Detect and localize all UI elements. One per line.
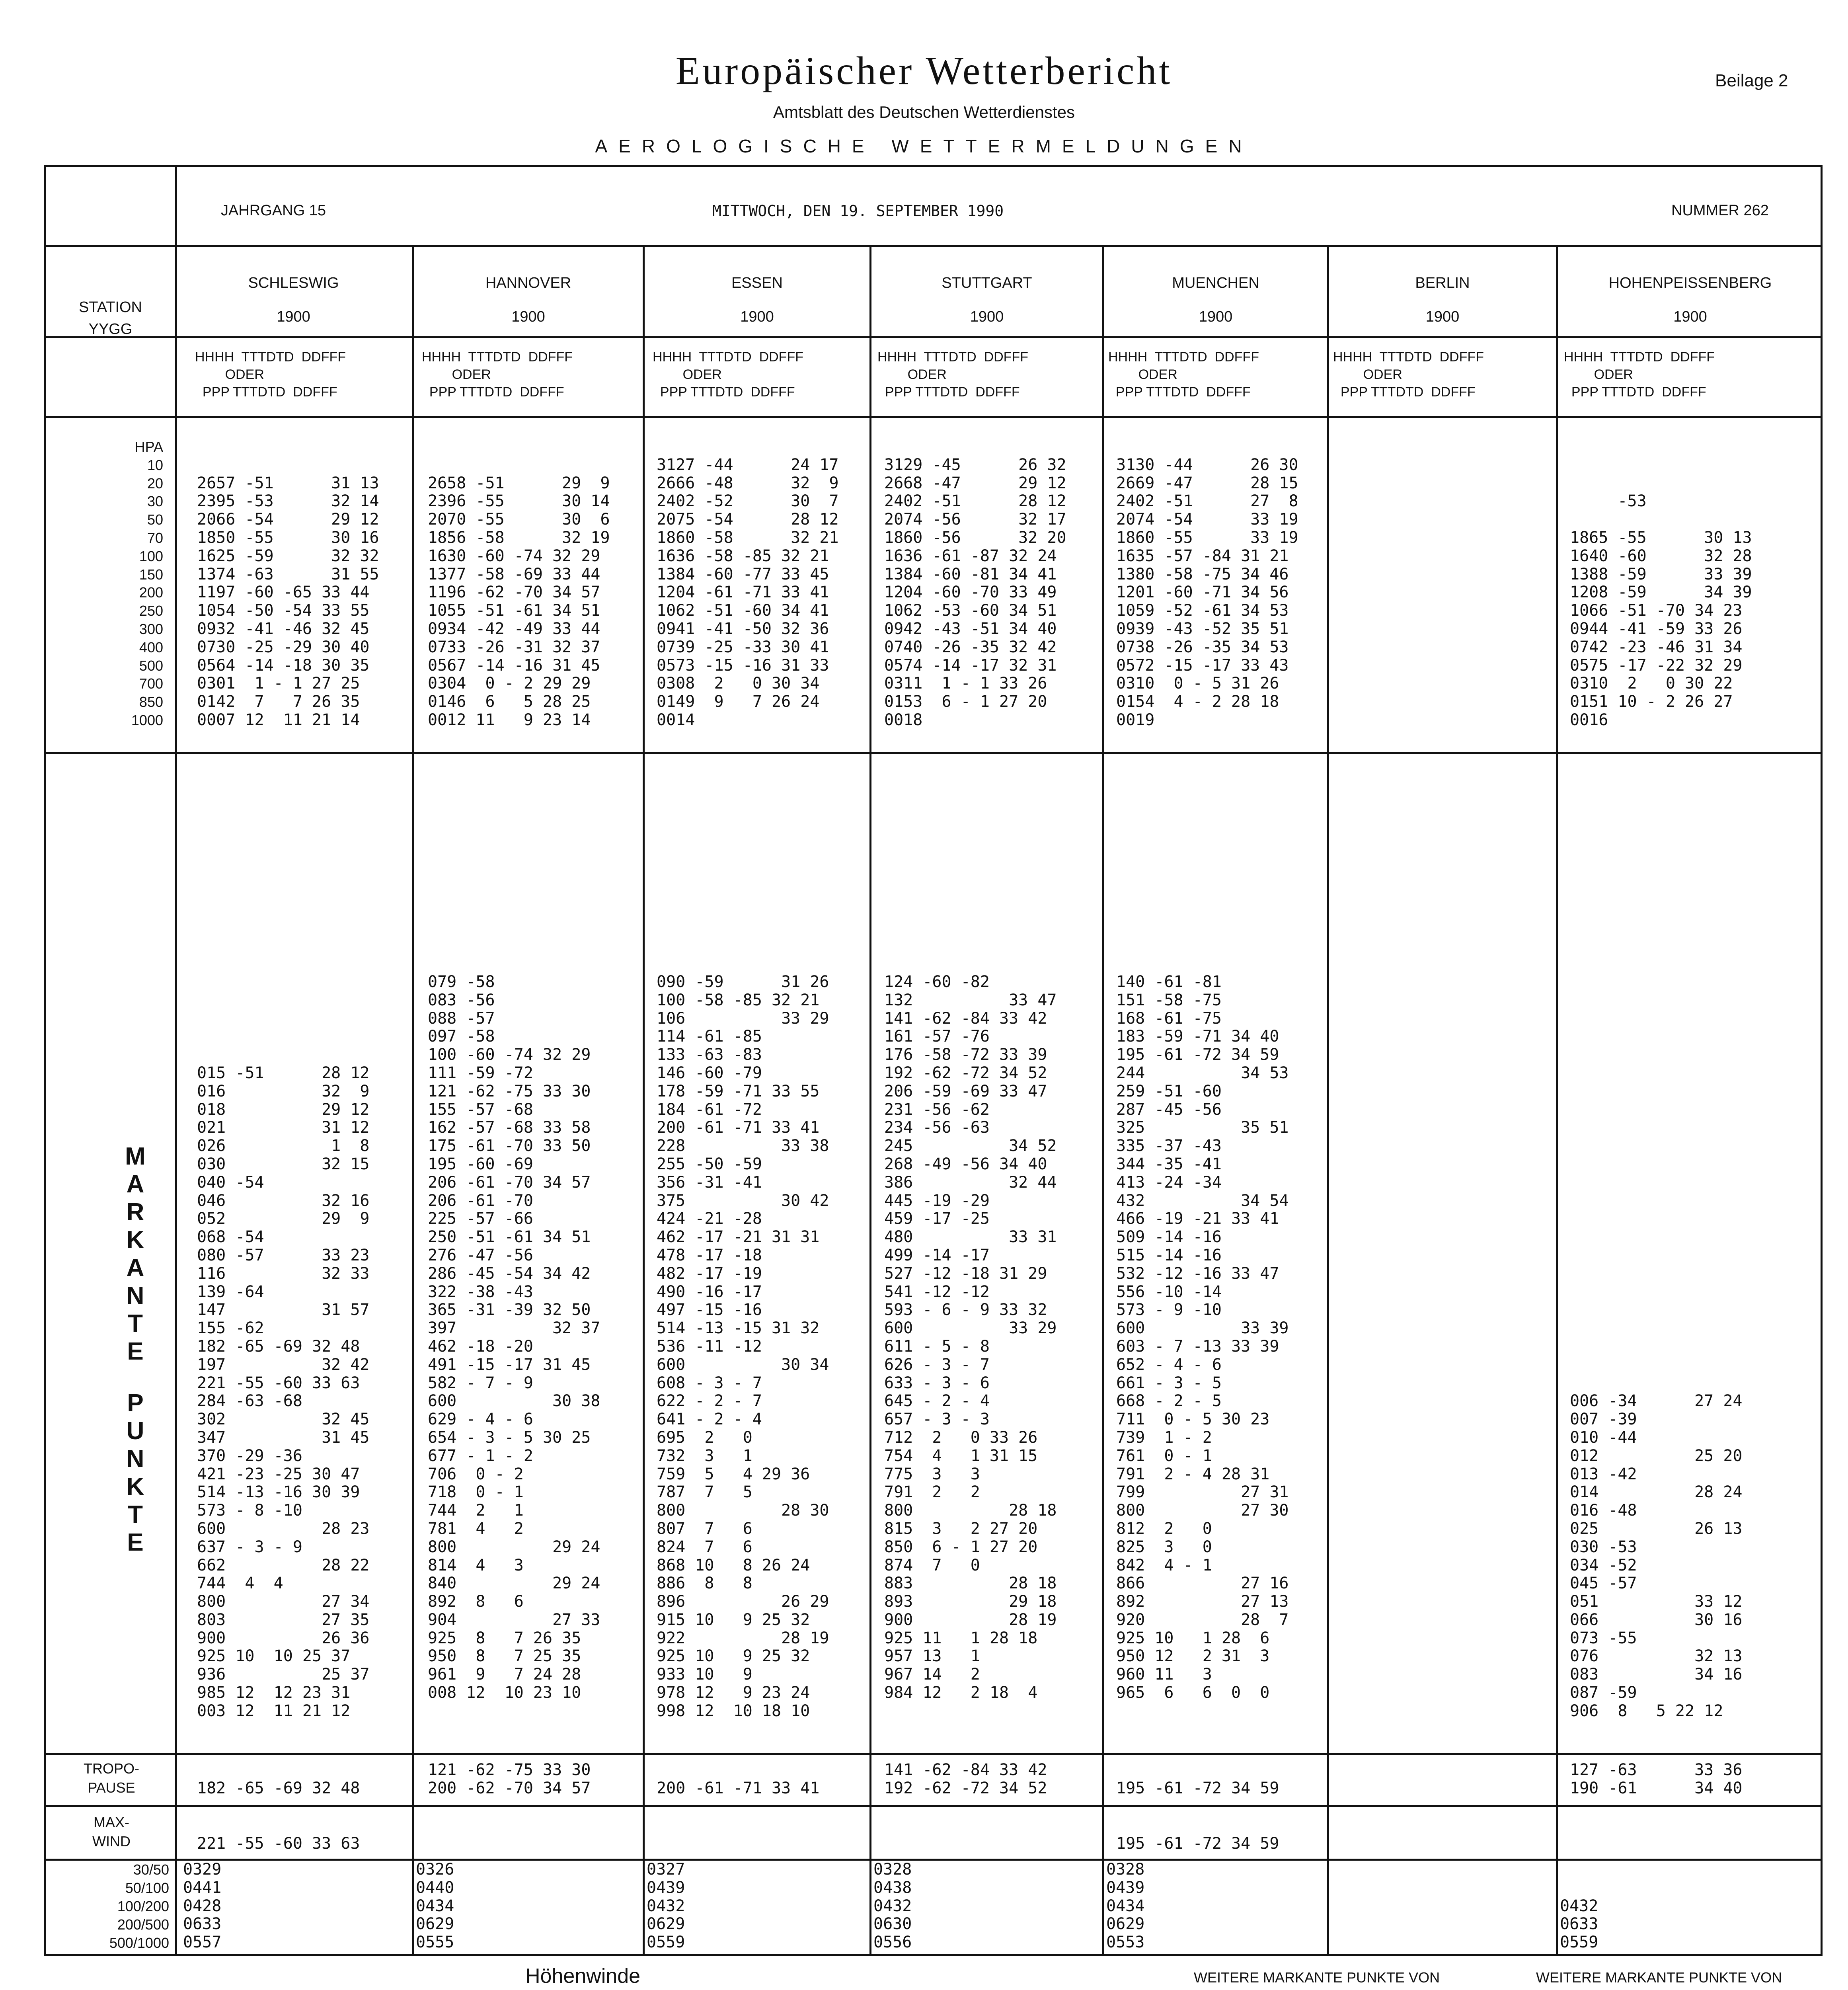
station-name-hannover: HANNOVER bbox=[485, 275, 571, 291]
station-name-schleswig: SCHLESWIG bbox=[248, 275, 339, 291]
shear-hohenpeissenberg: 0432 0633 0559 bbox=[1560, 1896, 1598, 1952]
markante-letter: K bbox=[126, 1226, 144, 1254]
markante-letter: K bbox=[126, 1473, 144, 1500]
shear-labels: 30/50 50/100 100/200 200/500 500/1000 bbox=[109, 1861, 169, 1951]
markante-letter: N bbox=[126, 1445, 144, 1473]
shear-hannover: 0326 0440 0434 0629 0555 bbox=[416, 1860, 454, 1952]
weitere-label-1: WEITERE MARKANTE PUNKTE VON bbox=[1194, 1969, 1440, 1986]
maxwind-muenchen: 195 -61 -72 34 59 bbox=[1116, 1834, 1279, 1853]
tropopause-label: TROPO- PAUSE bbox=[84, 1760, 139, 1796]
station-name-essen: ESSEN bbox=[731, 275, 783, 291]
markante-letter: T bbox=[128, 1501, 143, 1528]
station-name-hohenpeissenberg: HOHENPEISSENBERG bbox=[1608, 275, 1772, 291]
markante-letter: A bbox=[126, 1254, 144, 1282]
station-time-stuttgart: 1900 bbox=[970, 308, 1004, 325]
tropo-schleswig: 182 -65 -69 32 48 bbox=[197, 1779, 360, 1797]
markante-letter: E bbox=[127, 1529, 144, 1556]
std-hannover: 2658 -51 29 9 2396 -55 30 14 2070 -55 30 6 1856 -58 32 19 1630 -60 -74 32 29 1377 -58 -69 33 44 1196 -62 -70 34 57 1055 -51 -61 34 51 0934 -42 -49 33 44 0733 -26 -31 32 37 0567 -14 -16 31 45 0304 0 - 2 29 29 0146 6 5 28 25 0012 11 9 23 14 bbox=[428, 474, 610, 729]
maxwind-label: MAX- WIND bbox=[92, 1814, 131, 1850]
std-schleswig: 2657 -51 31 13 2395 -53 32 14 2066 -54 29 12 1850 -55 30 16 1625 -59 32 32 1374 -63 31 55 1197 -60 -65 33 44 1054 -50 -54 33 55 0932 -41 -46 32 45 0730 -25 -29 30 40 0564 -14 -18 30 35 0301 1 - 1 27 25 0142 7 7 26 35 0007 12 11 21 14 bbox=[197, 474, 379, 729]
markante-letter: E bbox=[127, 1338, 144, 1365]
station-time-muenchen: 1900 bbox=[1199, 308, 1233, 325]
shear-schleswig: 0329 0441 0428 0633 0557 bbox=[183, 1860, 222, 1952]
mk-stuttgart: 124 -60 -82 132 33 47 141 -62 -84 33 42 161 -57 -76 176 -58 -72 33 39 192 -62 -72 34 52 206 -59 -69 33 47 231 -56 -62 234 -56 -63 245 34 52 268 -49 -56 34 40 386 32 44 445 -19 -29 459 -17 -25 480 33 31 499 -14 -17 527 -12 -18 31 29 541 -12 -12 593 - 6 - 9 33 32 600 33 29 611 - 5 - 8 626 - 3 - 7 633 - 3 - 6 645 - 2 - 4 657 - 3 - 3 712 2 0 33 26 754 4 1 31 15 775 3 3 791 2 2 800 28 18 815 3 2 27 20 850 6 - 1 27 20 874 7 0 883 28 18 893 29 18 900 28 19 925 11 1 28 18 957 13 1 967 14 2 984 12 2 18 4 bbox=[884, 973, 1057, 1702]
station-time-berlin: 1900 bbox=[1425, 308, 1460, 325]
station-time-schleswig: 1900 bbox=[277, 308, 310, 325]
colhead-3: PPP TTTDTD DDFFF bbox=[195, 384, 337, 400]
tropo-stuttgart: 141 -62 -84 33 42 192 -62 -72 34 52 bbox=[884, 1761, 1047, 1797]
tropo-muenchen: 195 -61 -72 34 59 bbox=[1116, 1779, 1279, 1797]
markante-letter: A bbox=[126, 1171, 144, 1198]
yygg-label: YYGG bbox=[88, 321, 133, 338]
tropo-essen: 200 -61 -71 33 41 bbox=[657, 1779, 820, 1797]
markante-letter: N bbox=[126, 1282, 144, 1309]
station-time-hohenpeissenberg: 1900 bbox=[1673, 308, 1707, 325]
beilage-label: Beilage 2 bbox=[1715, 71, 1788, 90]
markante-letter: R bbox=[126, 1198, 144, 1226]
std-hohenpeissenberg: -53 1865 -55 30 13 1640 -60 32 28 1388 -59 33 39 1208 -59 34 39 1066 -51 -70 34 23 0944 -41 -59 33 26 0742 -23 -46 31 34 0575 -17 -22 32 29 0310 2 0 30 22 0151 10 - 2 26 27 0016 bbox=[1570, 492, 1752, 729]
markante-letter: P bbox=[127, 1389, 144, 1417]
tropo-hohenpeissenberg: 127 -63 33 36 190 -61 34 40 bbox=[1570, 1761, 1743, 1797]
std-essen: 3127 -44 24 17 2666 -48 32 9 2402 -52 30 7 2075 -54 28 12 1860 -58 32 21 1636 -58 -85 32 21 1384 -60 -77 33 45 1204 -61 -71 33 41 1062 -51 -60 34 41 0941 -41 -50 32 36 0739 -25 -33 30 41 0573 -15 -16 31 33 0308 2 0 30 34 0149 9 7 26 24 0014 bbox=[657, 455, 839, 729]
tropo-hannover: 121 -62 -75 33 30 200 -62 -70 34 57 bbox=[428, 1761, 591, 1797]
issue-date: MITTWOCH, DEN 19. SEPTEMBER 1990 bbox=[712, 202, 1004, 220]
mk-muenchen: 140 -61 -81 151 -58 -75 168 -61 -75 183 -59 -71 34 40 195 -61 -72 34 59 244 34 53 259 -51 -60 287 -45 -56 325 35 51 335 -37 -43 344 -35 -41 413 -24 -34 432 34 54 466 -19 -21 33 41 509 -14 -16 515 -14 -16 532 -12 -16 33 47 556 -10 -14 573 - 9 -10 600 33 39 603 - 7 -13 33 39 652 - 4 - 6 661 - 3 - 5 668 - 2 - 5 711 0 - 5 30 23 739 1 - 2 761 0 - 1 791 2 - 4 28 31 799 27 31 800 27 30 812 2 0 825 3 0 842 4 - 1 866 27 16 892 27 13 920 28 7 925 10 1 28 6 950 12 2 31 3 960 11 3 965 6 6 0 0 bbox=[1116, 973, 1289, 1702]
jahrgang: JAHRGANG 15 bbox=[221, 202, 326, 219]
mk-schleswig: 015 -51 28 12 016 32 9 018 29 12 021 31 12 026 1 8 030 32 15 040 -54 046 32 16 052 29 9 068 -54 080 -57 33 23 116 32 33 139 -64 147 31 57 155 -62 182 -65 -69 32 48 197 32 42 221 -55 -60 33 63 284 -63 -68 302 32 45 347 31 45 370 -29 -36 421 -23 -25 30 47 514 -13 -16 30 39 573 - 8 -10 600 28 23 637 - 3 - 9 662 28 22 744 4 4 800 27 34 803 27 35 900 26 36 925 10 10 25 37 936 25 37 985 12 12 23 31 003 12 11 21 12 bbox=[197, 1063, 370, 1720]
station-name-berlin: BERLIN bbox=[1415, 275, 1470, 291]
station-name-stuttgart: STUTTGART bbox=[942, 275, 1032, 291]
std-stuttgart: 3129 -45 26 32 2668 -47 29 12 2402 -51 28 12 2074 -56 32 17 1860 -56 32 20 1636 -61 -87 32 24 1384 -60 -81 34 41 1204 -60 -70 33 49 1062 -53 -60 34 51 0942 -43 -51 34 40 0740 -26 -35 32 42 0574 -14 -17 32 31 0311 1 - 1 33 26 0153 6 - 1 27 20 0018 bbox=[884, 455, 1066, 729]
shear-essen: 0327 0439 0432 0629 0559 bbox=[647, 1860, 685, 1952]
section-title: AEROLOGISCHE WETTERMELDUNGEN bbox=[595, 136, 1253, 156]
shear-stuttgart: 0328 0438 0432 0630 0556 bbox=[873, 1860, 912, 1952]
mk-hannover: 079 -58 083 -56 088 -57 097 -58 100 -60 -74 32 29 111 -59 -72 121 -62 -75 33 30 155 -57 -68 162 -57 -68 33 58 175 -61 -70 33 50 195 -60 -69 206 -61 -70 34 57 206 -61 -70 225 -57 -66 250 -51 -61 34 51 276 -47 -56 286 -45 -54 34 42 322 -38 -43 365 -31 -39 32 50 397 32 37 462 -18 -20 491 -15 -17 31 45 582 - 7 - 9 600 30 38 629 - 4 - 6 654 - 3 - 5 30 25 677 - 1 - 2 706 0 - 2 718 0 - 1 744 2 1 781 4 2 800 29 24 814 4 3 840 29 24 892 8 6 904 27 33 925 8 7 26 35 950 8 7 25 35 961 9 7 24 28 008 12 10 23 10 bbox=[428, 973, 600, 1702]
mk-essen: 090 -59 31 26 100 -58 -85 32 21 106 33 29 114 -61 -85 133 -63 -83 146 -60 -79 178 -59 -71 33 55 184 -61 -72 200 -61 -71 33 41 228 33 38 255 -50 -59 356 -31 -41 375 30 42 424 -21 -28 462 -17 -21 31 31 478 -17 -18 482 -17 -19 490 -16 -17 497 -15 -16 514 -13 -15 31 32 536 -11 -12 600 30 34 608 - 3 - 7 622 - 2 - 7 641 - 2 - 4 695 2 0 732 3 1 759 5 4 29 36 787 7 5 800 28 30 807 7 6 824 7 6 868 10 8 26 24 886 8 8 896 26 29 915 10 9 25 32 922 28 19 925 10 9 25 32 933 10 9 978 12 9 23 24 998 12 10 18 10 bbox=[657, 973, 829, 1720]
markante-letter: U bbox=[126, 1417, 144, 1445]
station-name-muenchen: MUENCHEN bbox=[1172, 275, 1259, 291]
colhead-2: ODER bbox=[195, 367, 264, 382]
weitere-label-2: WEITERE MARKANTE PUNKTE VON bbox=[1536, 1969, 1782, 1986]
shear-muenchen: 0328 0439 0434 0629 0553 bbox=[1106, 1860, 1145, 1952]
pressure-levels: HPA 10 20 30 50 70 100 150 200 250 300 400 500 700 850 1000 bbox=[131, 439, 163, 728]
station-time-hannover: 1900 bbox=[511, 308, 545, 325]
mk-hohenpeissenberg: 006 -34 27 24 007 -39 010 -44 012 25 20 013 -42 014 28 24 016 -48 025 26 13 030 -53 034 -52 045 -57 051 33 12 066 30 16 073 -55 076 32 13 083 34 16 087 -59 906 8 5 22 12 bbox=[1570, 1392, 1743, 1720]
hoehenwinde-title: Höhenwinde bbox=[525, 1965, 641, 1988]
markante-letter: T bbox=[128, 1310, 143, 1337]
station-label: STATION bbox=[78, 299, 142, 316]
colhead-1: HHHH TTTDTD DDFFF bbox=[195, 349, 346, 365]
std-muenchen: 3130 -44 26 30 2669 -47 28 15 2402 -51 27 8 2074 -54 33 19 1860 -55 33 19 1635 -57 -84 31 21 1380 -58 -75 34 46 1201 -60 -71 34 56 1059 -52 -61 34 53 0939 -43 -52 35 51 0738 -26 -35 34 53 0572 -15 -17 33 43 0310 0 - 5 31 26 0154 4 - 2 28 18 0019 bbox=[1116, 455, 1298, 729]
report-title: Europäischer Wetterbericht bbox=[675, 49, 1173, 93]
report-subtitle: Amtsblatt des Deutschen Wetterdienstes bbox=[773, 103, 1075, 121]
markante-letter: M bbox=[125, 1143, 146, 1170]
maxwind-schleswig: 221 -55 -60 33 63 bbox=[197, 1834, 360, 1853]
issue-number: NUMMER 262 bbox=[1671, 202, 1769, 219]
station-time-essen: 1900 bbox=[740, 308, 774, 325]
